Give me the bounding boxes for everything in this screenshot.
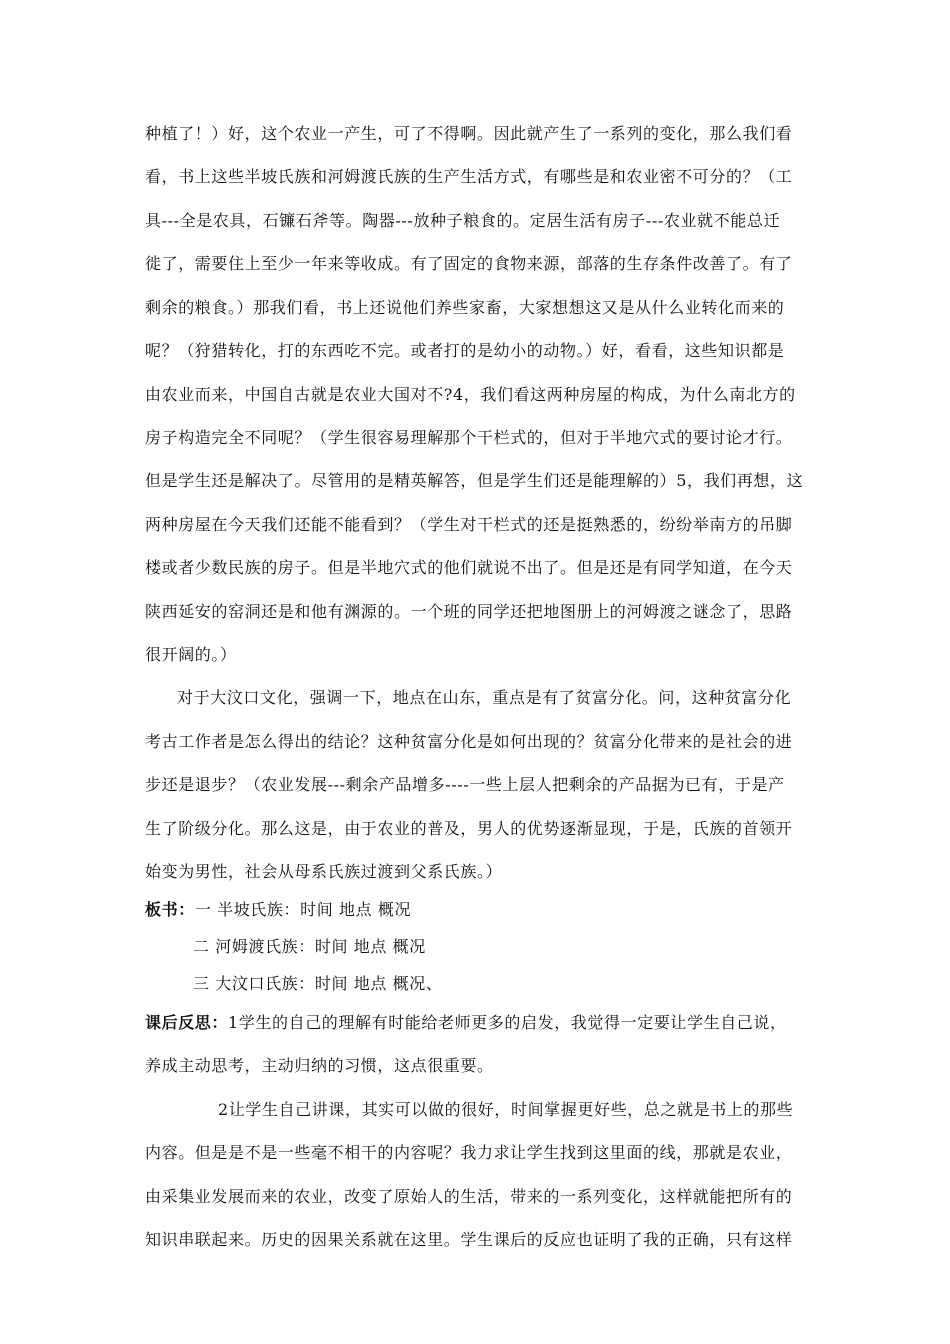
text-line: 但是学生还是解决了。尽管用的是精英解答，但是学生们还是能理解的）5，我们再想，这 (145, 471, 804, 490)
text-line: 陕西延安的窑洞还是和他有渊源的。一个班的同学还把地图册上的河姆渡之谜念了，思路 (145, 602, 793, 621)
text-line: 呢？（狩猎转化，打的东西吃不完。或者打的是幼小的动物。）好，看看，这些知识都是 (145, 341, 785, 360)
text-line: 对于大汶口文化，强调一下，地点在山东，重点是有了贫富分化。问，这种贫富分化 (177, 688, 792, 707)
board-label: 板书： (145, 900, 195, 919)
text-line: 考古工作者是怎么得出的结论？这种贫富分化是如何出现的？贫富分化带来的是社会的进 (145, 732, 793, 751)
text-line: 很开阔的。） (145, 645, 237, 664)
board-item: 三 大汶口氏族：时间 地点 概况、 (193, 974, 443, 993)
text-line: 步还是退步？（农业发展---剩余产品增多----一些上层人把剩余的产品据为已有，于是产 (145, 775, 785, 794)
text-line: 剩余的粮食。）那我们看，书上还说他们养些家畜，大家想想这又是从什么业转化而来的 (145, 298, 785, 317)
text-line: 由农业而来，中国自古就是农业大国对不?4，我们看这两种房屋的构成，为什么南北方的 (145, 385, 796, 404)
board-line-1 (145, 900, 411, 920)
board-item: 二 河姆渡氏族：时间 地点 概况 (193, 937, 426, 956)
text-line: 楼或者少数民族的房子。但是半地穴式的他们就说不出了。但是还是有同学知道，在今天 (145, 558, 793, 577)
text-line: 种植了！）好，这个农业一产生，可了不得啊。因此就产生了一系列的变化，那么我们看 (145, 124, 793, 143)
reflection-text: 1学生的自己的理解有时能给老师更多的启发，我觉得一定要让学生自己说， (228, 1013, 787, 1032)
text-line: 生了阶级分化。那么这是，由于农业的普及，男人的优势逐渐显现，于是，氏族的首领开 (145, 819, 793, 838)
text-line: 两种房屋在今天我们还能不能看到？（学生对干栏式的还是挺熟悉的，纷纷举南方的吊脚 (145, 515, 793, 534)
text-line: 由采集业发展而来的农业，改变了原始人的生活，带来的一系列变化，这样就能把所有的 (145, 1187, 793, 1206)
text-line: 始变为男性，社会从母系氏族过渡到父系氏族。） (145, 862, 503, 881)
reflection-line-1 (145, 1013, 787, 1033)
text-line: 2让学生自己讲课，其实可以做的很好，时间掌握更好些，总之就是书上的那些 (218, 1100, 794, 1119)
text-line: 内容。但是是不是一些毫不相干的内容呢？我力求让学生找到这里面的线，那就是农业， (145, 1143, 793, 1162)
board-item: 一 半坡氏族：时间 地点 概况 (194, 900, 412, 919)
text-line: 看，书上这些半坡氏族和河姆渡氏族的生产生活方式，有哪些是和农业密不可分的？（工 (145, 167, 793, 186)
text-line: 养成主动思考，主动归纳的习惯，这点很重要。 (145, 1056, 494, 1075)
text-line: 房子构造完全不同呢？（学生很容易理解那个干栏式的，但对于半地穴式的要讨论才行。 (145, 428, 793, 447)
text-line: 徙了，需要住上至少一年来等收成。有了固定的食物来源，部落的生存条件改善了。有了 (145, 254, 793, 273)
reflection-label: 课后反思： (145, 1013, 229, 1032)
text-line: 具---全是农具，石镰石斧等。陶器---放种子粮食的。定居生活有房子---农业就不能总迁 (145, 211, 781, 230)
text-line: 知识串联起来。历史的因果关系就在这里。学生课后的反应也证明了我的正确，只有这样 (145, 1230, 793, 1249)
